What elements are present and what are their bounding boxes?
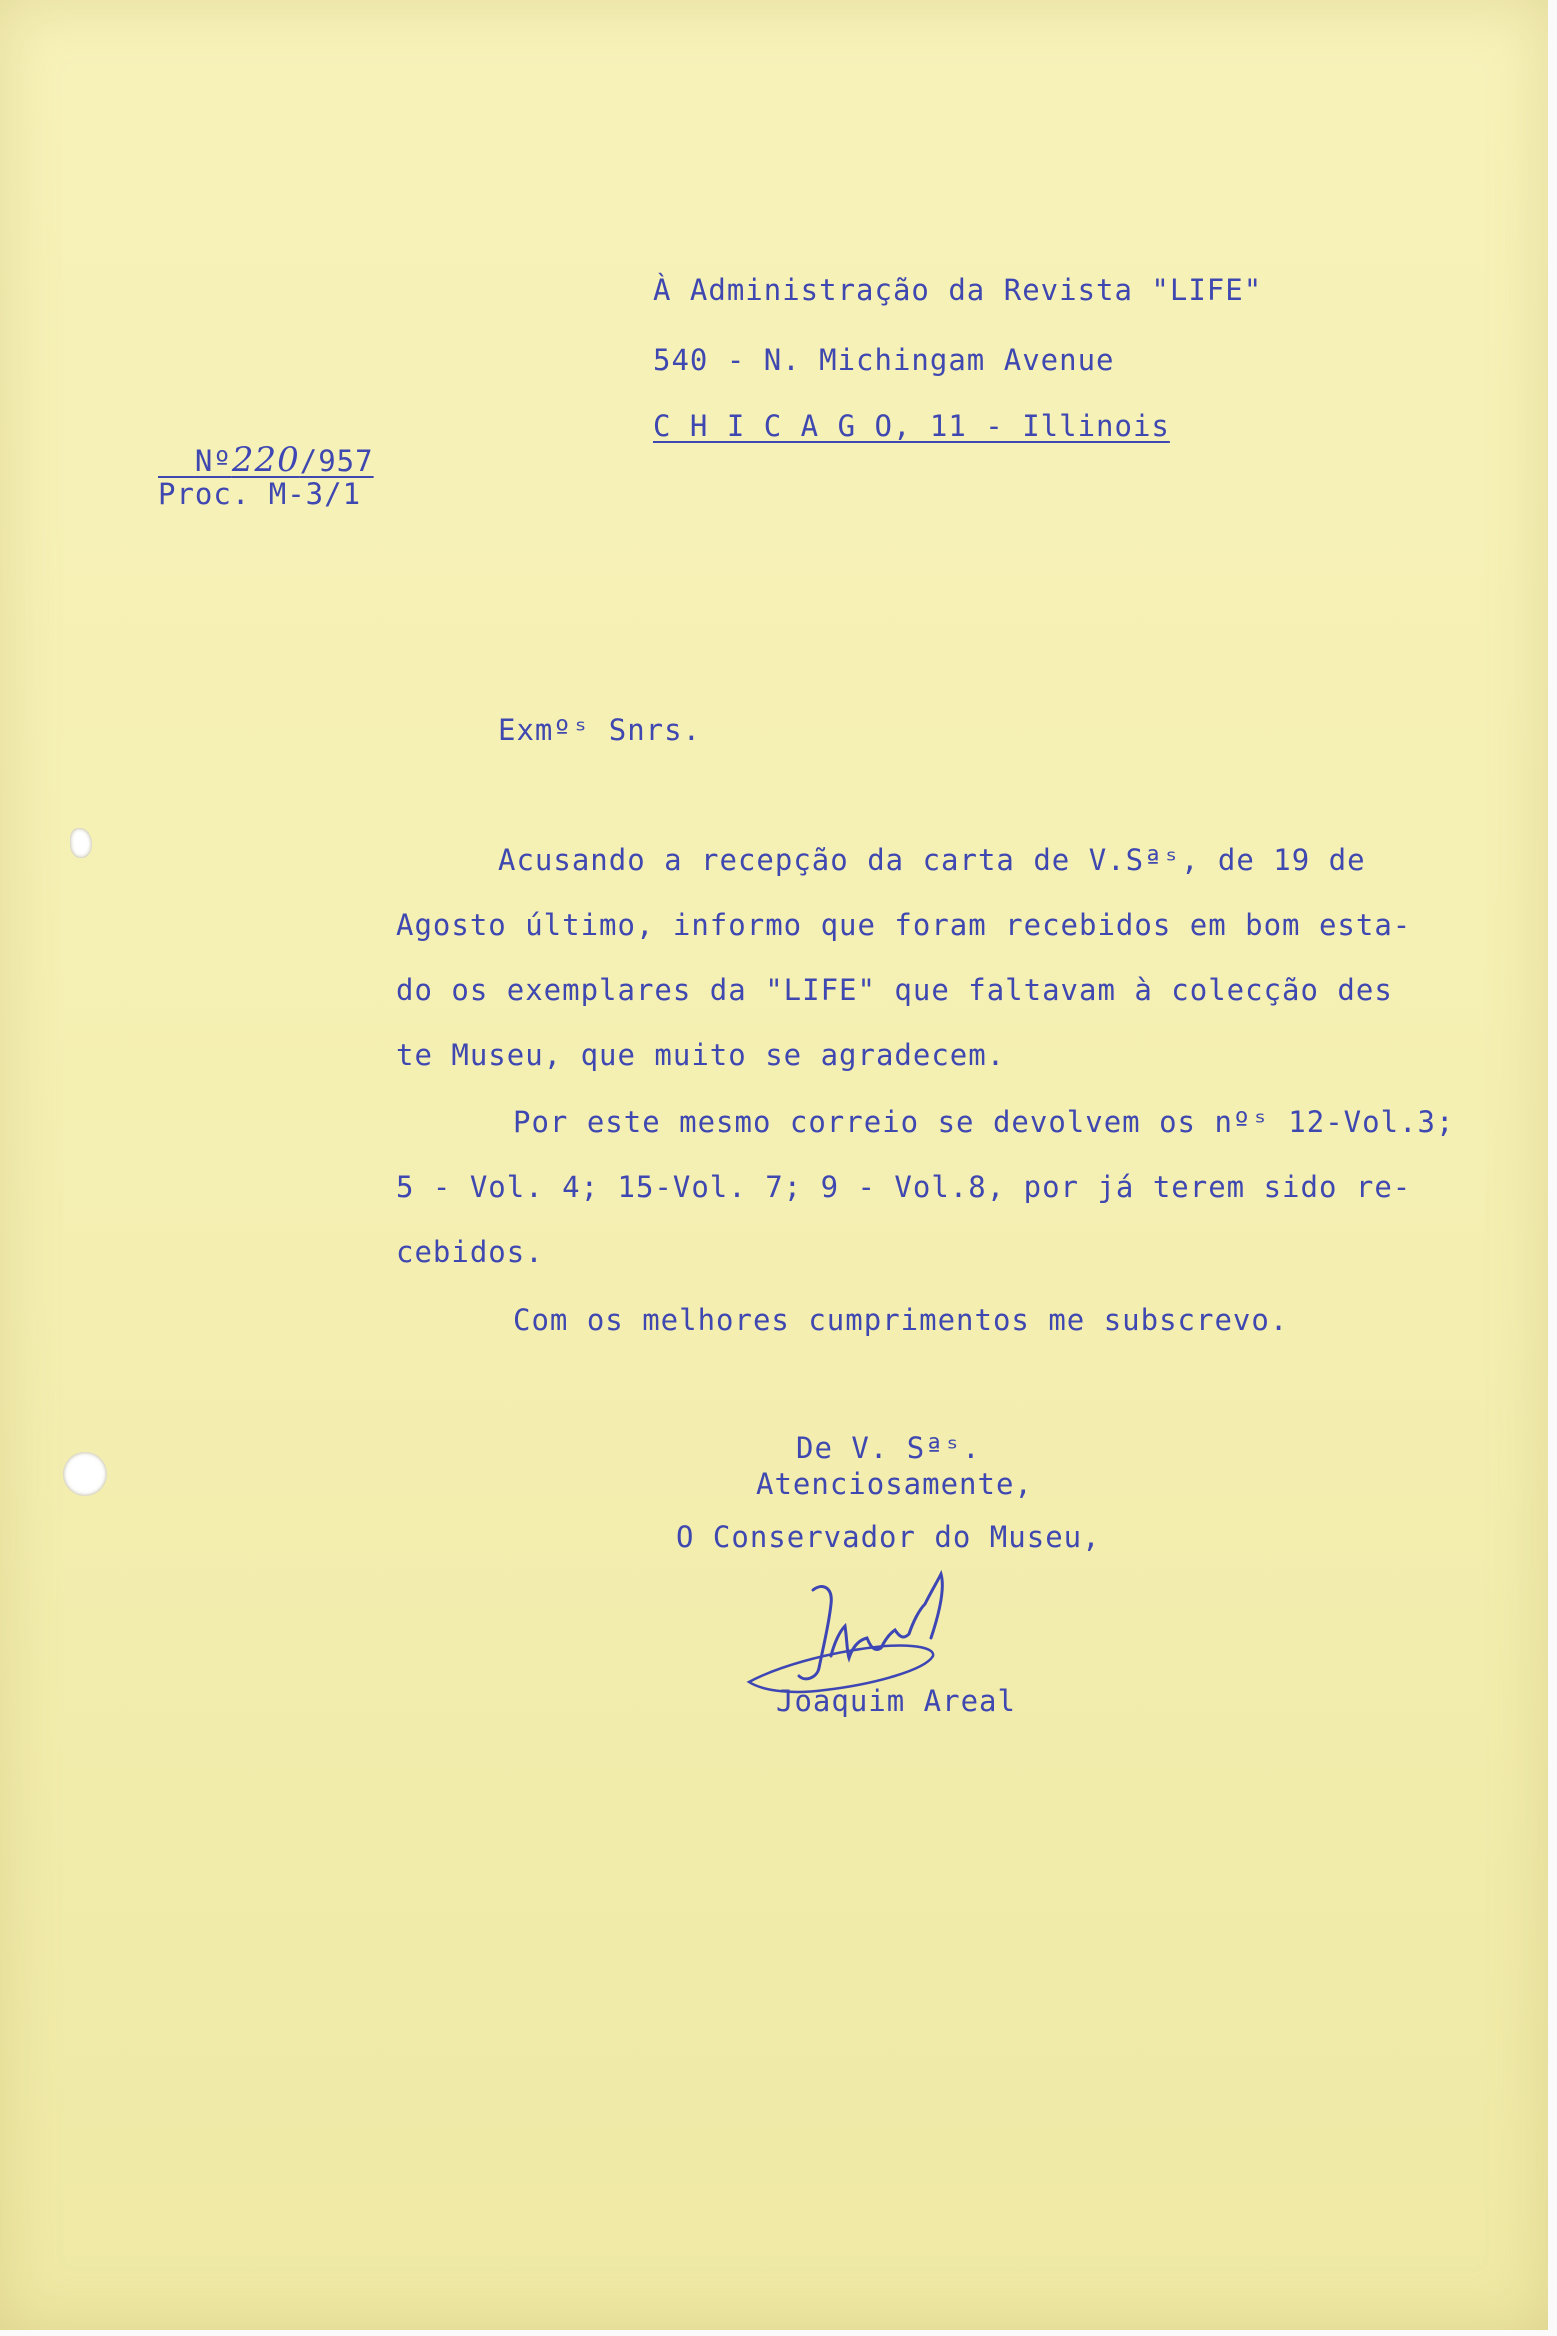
signatory-name: Joaquim Areal xyxy=(776,1684,1016,1718)
reference-number xyxy=(158,414,374,480)
proc-reference: Proc. M-3/1 xyxy=(158,477,362,511)
page-edge-right xyxy=(1548,0,1557,2336)
paragraph-2-line-3: cebidos. xyxy=(396,1235,544,1269)
reference-prefix: Nº xyxy=(194,444,232,478)
address-line-2: 540 - N. Michingam Avenue xyxy=(653,343,1115,377)
signature-line-2: Atenciosamente, xyxy=(756,1467,1033,1501)
reference-handwritten: 220 xyxy=(231,440,300,480)
paragraph-2-line-2: 5 - Vol. 4; 15-Vol. 7; 9 - Vol.8, por já terem sido re- xyxy=(396,1170,1412,1204)
paragraph-1-line-4: te Museu, que muito se agradecem. xyxy=(396,1038,1006,1072)
paragraph-1-line-1: Acusando a recepção da carta de V.Sªˢ, de 19 de xyxy=(498,843,1366,877)
punch-hole xyxy=(63,1452,107,1496)
address-city: C H I C A G O, 11 - Illinois xyxy=(653,409,1170,443)
closing-line: Com os melhores cumprimentos me subscrevo. xyxy=(513,1303,1289,1337)
paragraph-1-line-2: Agosto último, informo que foram recebidos em bom esta- xyxy=(396,908,1412,942)
paragraph-2-line-1: Por este mesmo correio se devolvem os nºˢ 12-Vol.3; xyxy=(513,1105,1455,1139)
address-line-1: À Administração da Revista "LIFE" xyxy=(653,273,1263,307)
signature-line-3: O Conservador do Museu, xyxy=(676,1520,1101,1554)
paragraph-1-line-3: do os exemplares da "LIFE" que faltavam à colecção des xyxy=(396,973,1393,1007)
paper-tear xyxy=(70,828,92,858)
signature-line-1: De V. Sªˢ. xyxy=(796,1431,981,1465)
salutation: Exmºˢ Snrs. xyxy=(498,713,702,747)
page-edge-bottom xyxy=(0,2330,1557,2336)
reference-year: /957 xyxy=(299,444,374,478)
